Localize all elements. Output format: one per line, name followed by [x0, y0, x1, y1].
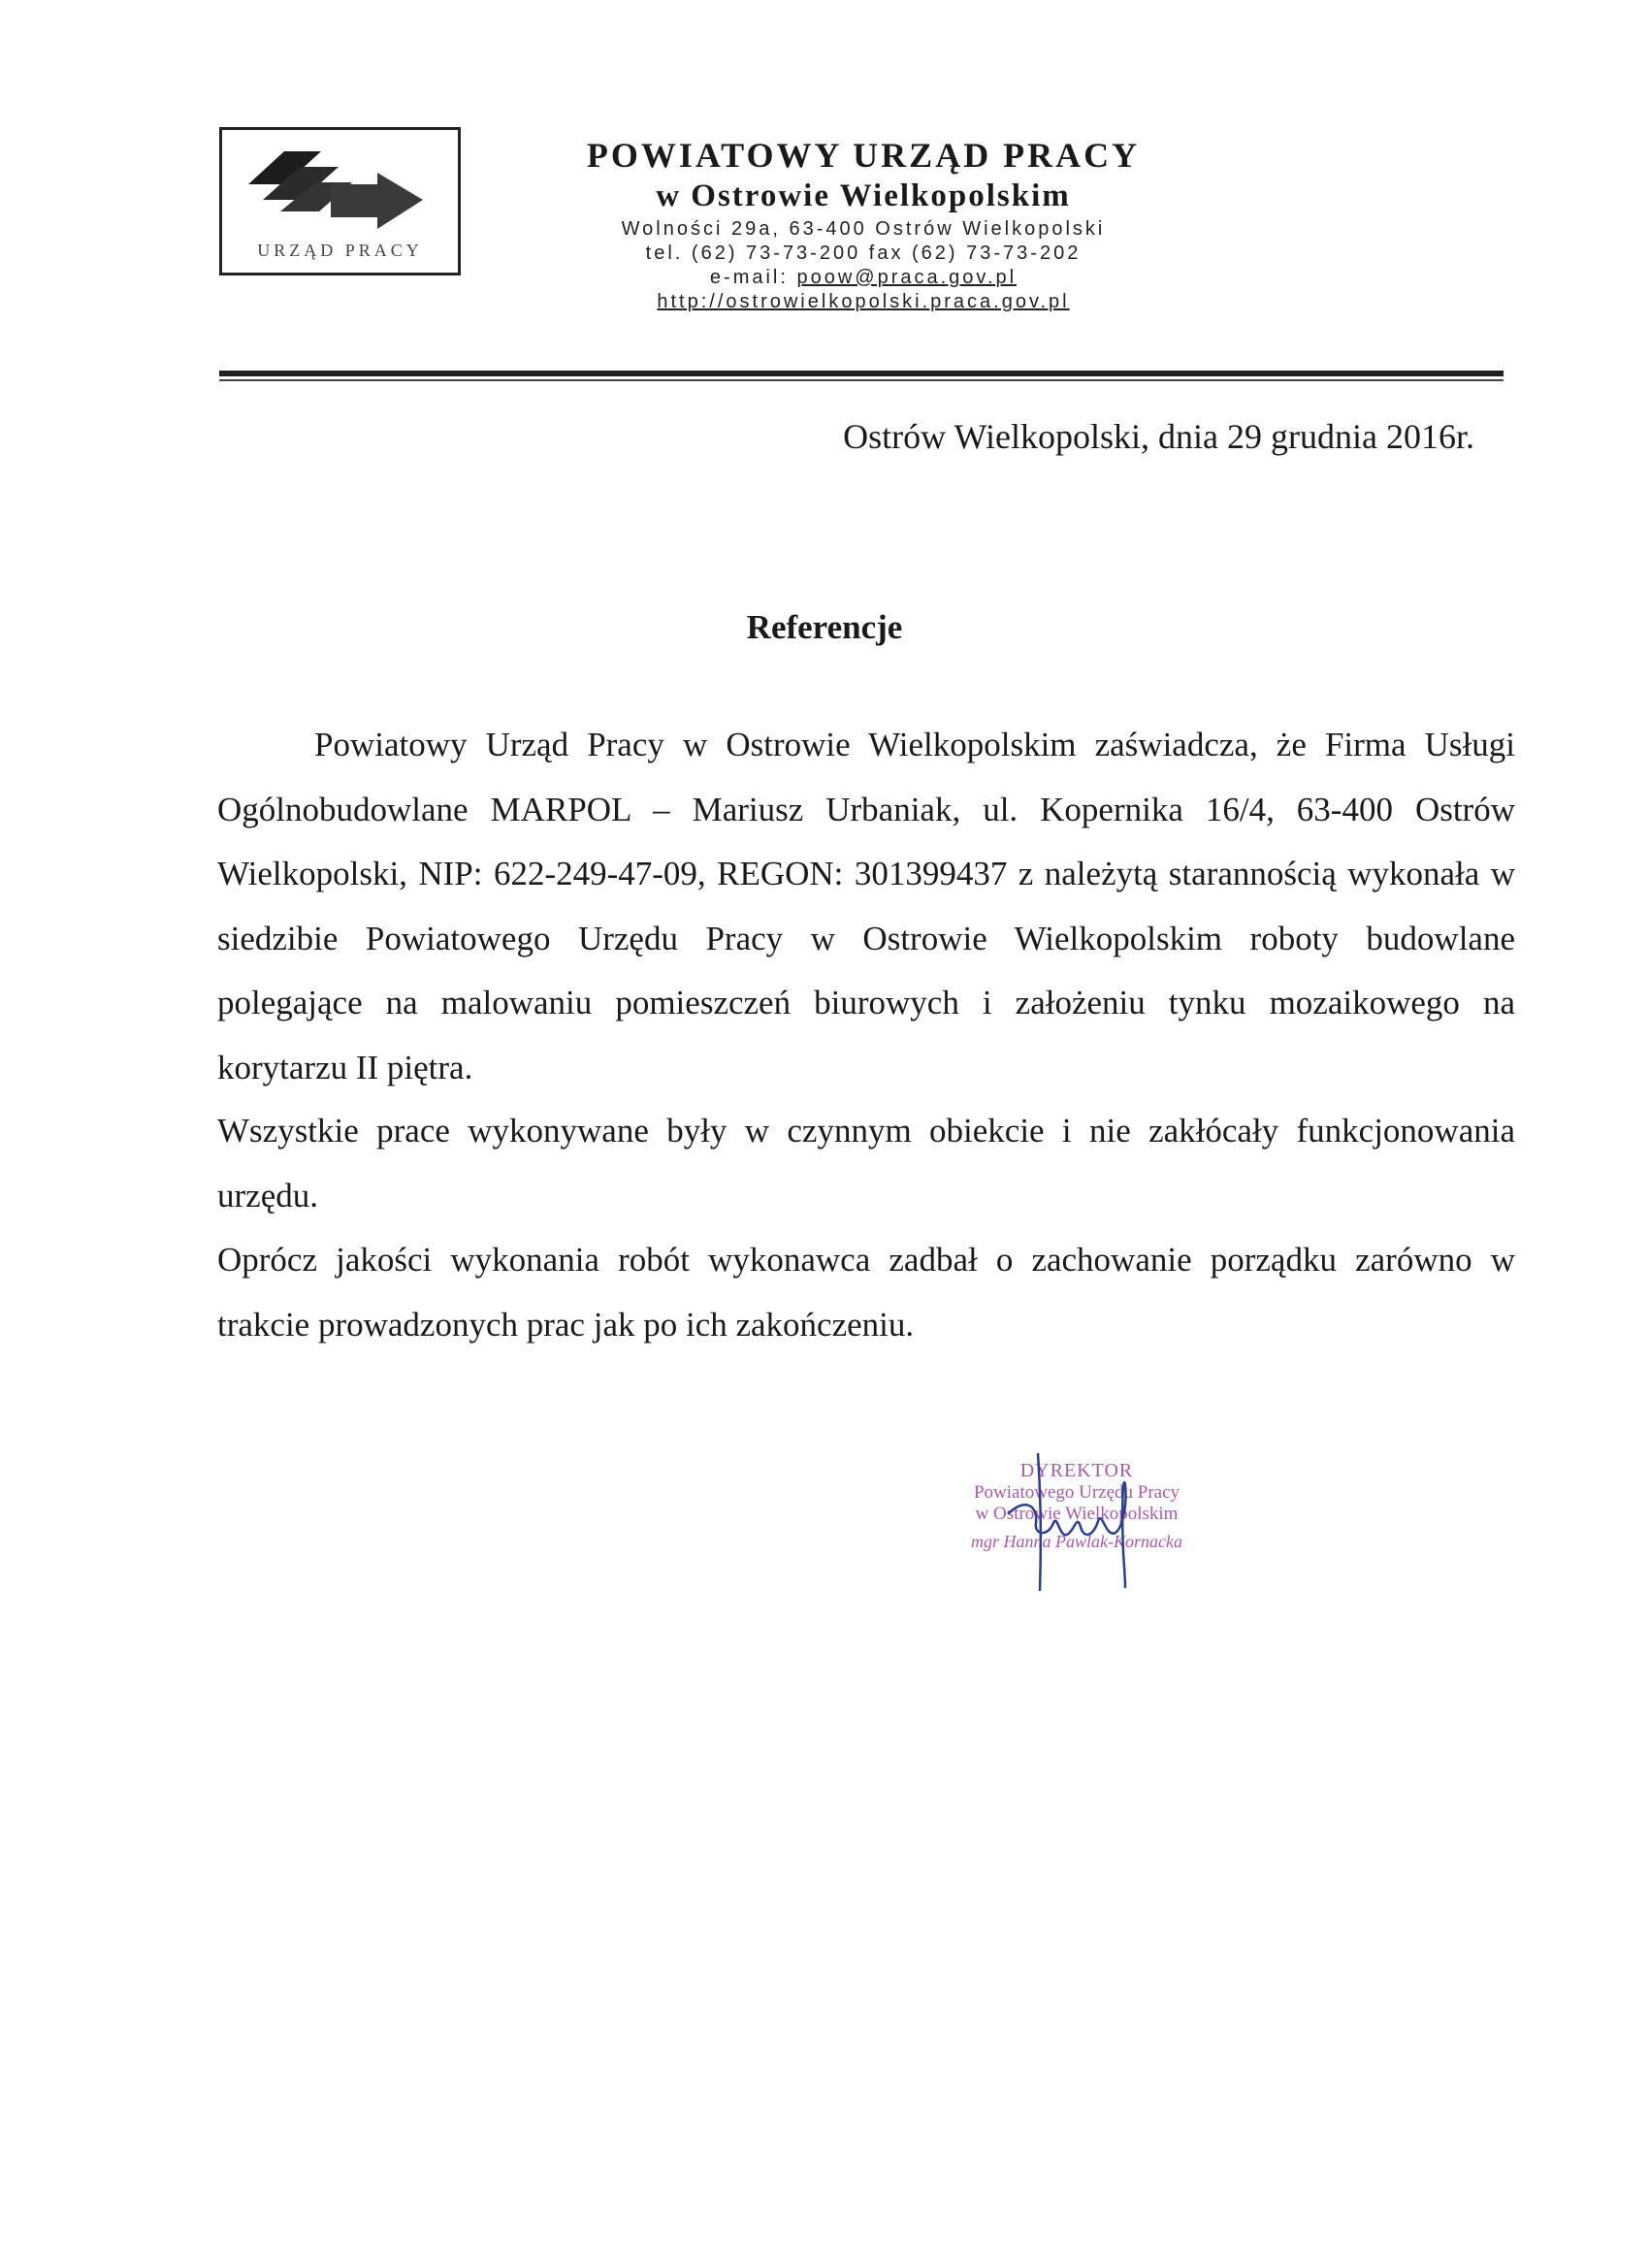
arrow-logo-icon: [243, 144, 442, 236]
office-logo: [219, 127, 461, 275]
header-divider: [219, 371, 1504, 376]
header-divider-thin: [219, 379, 1504, 381]
phone-line: tel. (62) 73-73-200 fax (62) 73-73-202: [645, 243, 1082, 264]
paragraph-2: Wszystkie prace wykonywane były w czynnym obiekcie i nie zakłócały funkcjonowania urzędu.: [217, 1112, 1515, 1215]
organization-name: POWIATOWY URZĄD PRACY: [586, 136, 1141, 175]
logo-caption: URZĄD PRACY: [257, 241, 423, 260]
handwritten-signature-icon: [970, 1445, 1164, 1601]
stamp-location: w Ostrowie Wielkopolskim: [975, 1504, 1179, 1524]
email-label: e-mail:: [709, 267, 797, 288]
email-link[interactable]: poow@praca.gov.pl: [796, 267, 1018, 288]
date-line: Ostrów Wielkopolski, dnia 29 grudnia 2016r.: [843, 417, 1474, 456]
paragraph-1: Powiatowy Urząd Pracy w Ostrowie Wielkopolskim zaświadcza, że Firma Usługi Ogólnobudowlane MARPOL – Mariusz Urbaniak, ul. Kopernika 16/4, 63-400 Ostrów Wielkopolski, NIP: 622-249-47-09, REGON: 301399437 z należytą starannością wykonała w siedzibie Powiatowego Urzędu Pracy w Ostrowie Wielkopolskim roboty budowlane polegające na malowaniu pomieszczeń biurowych i założeniu tynku mozaikowego na korytarzu II piętra.: [217, 726, 1515, 1086]
paragraph-3: Oprócz jakości wykonania robót wykonawca zadbał o zachowanie porządku zarówno w trakcie prowadzonych prac jak po ich zakończeniu.: [217, 1241, 1515, 1344]
website-line: [504, 290, 1222, 314]
website-link[interactable]: http://ostrowielkopolski.praca.gov.pl: [657, 291, 1070, 312]
stamp-title: DYREKTOR: [1019, 1460, 1134, 1481]
stamp-name: mgr Hanna Pawlak-Kornacka: [971, 1532, 1182, 1551]
organization-location: w Ostrowie Wielkopolskim: [656, 178, 1071, 213]
email-line: [504, 266, 1222, 290]
stamp-office: Powiatowego Urzędu Pracy: [973, 1482, 1180, 1503]
letterhead: [504, 136, 1222, 314]
document-title: Referencje: [746, 608, 903, 646]
address-line: Wolności 29a, 63-400 Ostrów Wielkopolski: [621, 218, 1106, 240]
